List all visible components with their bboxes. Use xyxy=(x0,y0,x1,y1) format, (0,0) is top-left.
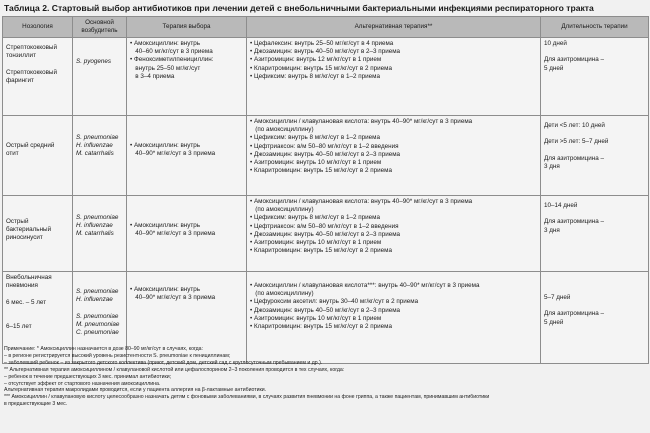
cell-line: • Цефтриаксон: в/м 50–80 мг/кг/сут в 1–2 введения xyxy=(250,222,399,230)
cell-line: 3 дня xyxy=(544,226,560,234)
pathogen-cell xyxy=(73,196,127,272)
cell-line: внутрь 25–50 мг/кг/сут xyxy=(130,64,201,72)
cell-line: • Цефиксим: внутрь 8 мг/кг/сут в 1–2 приема xyxy=(250,72,380,80)
pathogen-cell xyxy=(73,116,127,196)
cell-line: в 3–4 приема xyxy=(130,72,175,80)
cell-line: • Кларитромицин: внутрь 15 мг/кг/сут в 2 приема xyxy=(250,167,393,175)
cell-line: Внебольничная xyxy=(6,274,52,281)
cell-line: тонзиллит xyxy=(6,52,36,60)
cell-line xyxy=(544,302,645,310)
cell-line xyxy=(544,210,645,218)
table-row xyxy=(3,196,649,272)
cell-line: • Кларитромицин: внутрь 15 мг/кг/сут в 2 приема xyxy=(250,247,393,255)
cell-line: 40–90* мг/кг/сут в 3 приема xyxy=(130,150,216,158)
cell-line: Острый средний xyxy=(6,142,55,149)
cell-line: S. pneumoniae xyxy=(76,312,119,320)
cell-line: 5 дней xyxy=(544,318,564,326)
therapy-cell xyxy=(127,196,247,272)
cell-line: Острый xyxy=(6,218,29,225)
cell-line: бактериальный xyxy=(6,226,52,234)
cell-line: Стрептококковый xyxy=(6,44,57,51)
cell-line: • Амоксициллин: внутрь xyxy=(130,40,201,47)
cell-line: H. influenzae xyxy=(76,296,113,304)
cell-line: фарингит xyxy=(6,76,34,84)
cell-line: пневмония xyxy=(6,282,38,290)
cell-line xyxy=(6,315,69,323)
cell-line: (по амоксициллину) xyxy=(250,126,314,134)
cell-line: отит xyxy=(6,150,19,158)
nosology-cell xyxy=(3,116,73,196)
cell-line xyxy=(6,307,69,315)
table-notes xyxy=(4,346,646,408)
cell-line: • Азитромицин: внутрь 10 мг/кг/сут в 1 прием xyxy=(250,239,382,247)
cell-line: (по амоксициллину) xyxy=(250,290,314,298)
cell-line: • Феноксиметилпенициллин: xyxy=(130,56,214,64)
cell-line: • Амоксициллин / клавулановая кислота***: внутрь 40–90* мг/кг/сут в 3 приема xyxy=(250,282,480,289)
cell-line: • Джозамицин: внутрь 40–50 мг/кг/сут в 2–3 приема xyxy=(250,48,401,56)
cell-line: 10–14 дней xyxy=(544,202,578,209)
cell-line: • Кларитромицин: внутрь 15 мг/кг/сут в 2 приема xyxy=(250,323,393,331)
cell-line: • Джозамицин: внутрь 40–50 мг/кг/сут в 2–3 приема xyxy=(250,230,401,238)
therapy-cell xyxy=(127,116,247,196)
cell-line: H. influenzae xyxy=(76,142,113,150)
cell-line: • Азитромицин: внутрь 12 мг/кг/сут в 1 прием xyxy=(250,56,382,64)
cell-line: Для азитромицина – xyxy=(544,154,605,162)
cell-line: S. pneumoniae xyxy=(76,214,119,221)
nosology-cell xyxy=(3,196,73,272)
duration-cell xyxy=(541,196,649,272)
header-duration: Длительность терапии xyxy=(541,17,649,38)
table-header-row xyxy=(3,17,649,38)
table-title: Таблица 2. Стартовый выбор антибиотиков при лечении детей с внебольничными бактериальными инфекциями респираторного тракта xyxy=(4,3,594,13)
cell-line: • Джозамицин: внутрь 40–50 мг/кг/сут в 2–3 приема xyxy=(250,306,401,314)
note-line: Примечание: * Амоксициллин назначается в дозе 80–90 мг/кг/сут в случаях, когда: xyxy=(4,346,203,352)
cell-line: M. catarrhalis xyxy=(76,230,114,238)
cell-line: 40–90* мг/кг/сут в 3 приема xyxy=(130,294,216,302)
header-alternative: Альтернативная терапия** xyxy=(247,17,541,38)
antibiotics-table xyxy=(2,16,649,364)
cell-line: 6 мес. – 5 лет xyxy=(6,298,47,306)
note-line: – ребенок в течение предшествующих 3 мес. принимал антибиотики; xyxy=(4,373,172,380)
cell-line: • Джозамицин: внутрь 40–50 мг/кг/сут в 2–3 приема xyxy=(250,150,401,158)
alternative-cell xyxy=(247,196,541,272)
cell-line xyxy=(6,60,69,68)
cell-line xyxy=(6,290,69,298)
duration-cell xyxy=(541,38,649,116)
note-line: ** Альтернативная терапия амоксициллином / клавулановой кислотой или цефалоспорином 2–3 поколения проводится в тех случаях, когда: xyxy=(4,366,345,373)
cell-line: 5 дней xyxy=(544,64,564,72)
duration-cell xyxy=(541,116,649,196)
cell-line: • Цефиксим: внутрь 8 мг/кг/сут в 1–2 приема xyxy=(250,214,380,222)
cell-line: 3 дня xyxy=(544,163,560,171)
cell-line: • Цефуроксим аксетил: внутрь 30–40 мг/кг/сут в 2 приема xyxy=(250,298,419,306)
note-line: в предшествующие 3 мес. xyxy=(4,401,68,408)
cell-line xyxy=(544,48,645,56)
cell-line: M. catarrhalis xyxy=(76,150,114,158)
header-nosology: Нозология xyxy=(3,17,73,38)
header-pathogen-line: возбудитель xyxy=(81,27,118,34)
cell-line: • Цефтриаксон: в/м 50–80 мг/кг/сут в 1–2 введения xyxy=(250,142,399,150)
cell-line: Для азитромицина – xyxy=(544,56,605,64)
cell-line: Дети >5 лет: 5–7 дней xyxy=(544,138,609,146)
cell-line: • Азитромицин: внутрь 10 мг/кг/сут в 1 прием xyxy=(250,159,382,167)
cell-line xyxy=(76,304,123,312)
cell-line: • Цефиксим: внутрь 8 мг/кг/сут в 1–2 приема xyxy=(250,134,380,142)
cell-line: S. pyogenes xyxy=(76,58,112,65)
cell-line xyxy=(544,147,645,155)
cell-line: • Амоксициллин: внутрь xyxy=(130,222,201,229)
cell-line: • Амоксициллин / клавулановая кислота: внутрь 40–90* мг/кг/сут в 3 приема xyxy=(250,118,473,125)
cell-line: M. pneumoniae xyxy=(76,320,120,328)
cell-line: Для азитромицина – xyxy=(544,310,605,318)
note-line: Альтернативная терапия макролидами проводится, если у пациента аллергия на β-лактамные антибиотики. xyxy=(4,387,267,394)
header-therapy: Терапия выбора xyxy=(127,17,247,38)
header-pathogen xyxy=(73,17,127,38)
nosology-cell xyxy=(3,38,73,116)
note-line: *** Амоксициллин / клавулановую кислоту целесообразно назначать детям с фоновыми заболеваниями, в случаях развития пневмонии на фоне гриппа, а также пациентам, принимавшим антибиотики xyxy=(4,394,490,401)
alternative-cell xyxy=(247,38,541,116)
header-pathogen-line: Основной xyxy=(85,19,114,27)
cell-line: Для азитромицина – xyxy=(544,218,605,226)
cell-line: Дети <5 лет: 10 дней xyxy=(544,122,605,129)
table-row xyxy=(3,38,649,116)
cell-line: • Азитромицин: внутрь 10 мг/кг/сут в 1 прием xyxy=(250,314,382,322)
table-row xyxy=(3,116,649,196)
note-line: – заболевший ребенок – из закрытого детского коллектива (приют, детский дом, детский сад с круглосуточным пребыванием и др.). xyxy=(4,359,323,366)
cell-line: • Цефалексин: внутрь 25–50 мг/кг/сут в 4 приема xyxy=(250,40,394,47)
cell-line: H. influenzae xyxy=(76,222,113,230)
cell-line: • Амоксициллин: внутрь xyxy=(130,286,201,293)
note-line: – отсутствует эффект от стартового назначения амоксициллина. xyxy=(4,380,161,387)
alternative-cell xyxy=(247,116,541,196)
cell-line: • Кларитромицин: внутрь 15 мг/кг/сут в 2 приема xyxy=(250,64,393,72)
therapy-cell xyxy=(127,38,247,116)
cell-line: • Амоксициллин / клавулановая кислота: внутрь 40–90* мг/кг/сут в 3 приема xyxy=(250,198,473,205)
cell-line: 5–7 дней xyxy=(544,294,571,301)
cell-line: Стрептококковый xyxy=(6,68,57,76)
cell-line: 6–15 лет xyxy=(6,323,32,331)
cell-line: • Амоксициллин: внутрь xyxy=(130,142,201,149)
cell-line: 40–60 мг/кг/сут в 3 приема xyxy=(130,48,213,56)
pathogen-cell xyxy=(73,38,127,116)
cell-line: C. pneumoniae xyxy=(76,329,119,337)
cell-line: (по амоксициллину) xyxy=(250,206,314,214)
cell-line: риносинусит xyxy=(6,234,43,242)
cell-line: S. pneumoniae xyxy=(76,288,119,295)
note-line: – в регионе регистрируется высокий уровень резистентности S. pneumoniae к пенициллинам; xyxy=(4,352,231,359)
cell-line: 40–90* мг/кг/сут в 3 приема xyxy=(130,230,216,238)
cell-line: S. pneumoniae xyxy=(76,134,119,141)
cell-line: 10 дней xyxy=(544,40,567,47)
cell-line xyxy=(544,130,645,138)
